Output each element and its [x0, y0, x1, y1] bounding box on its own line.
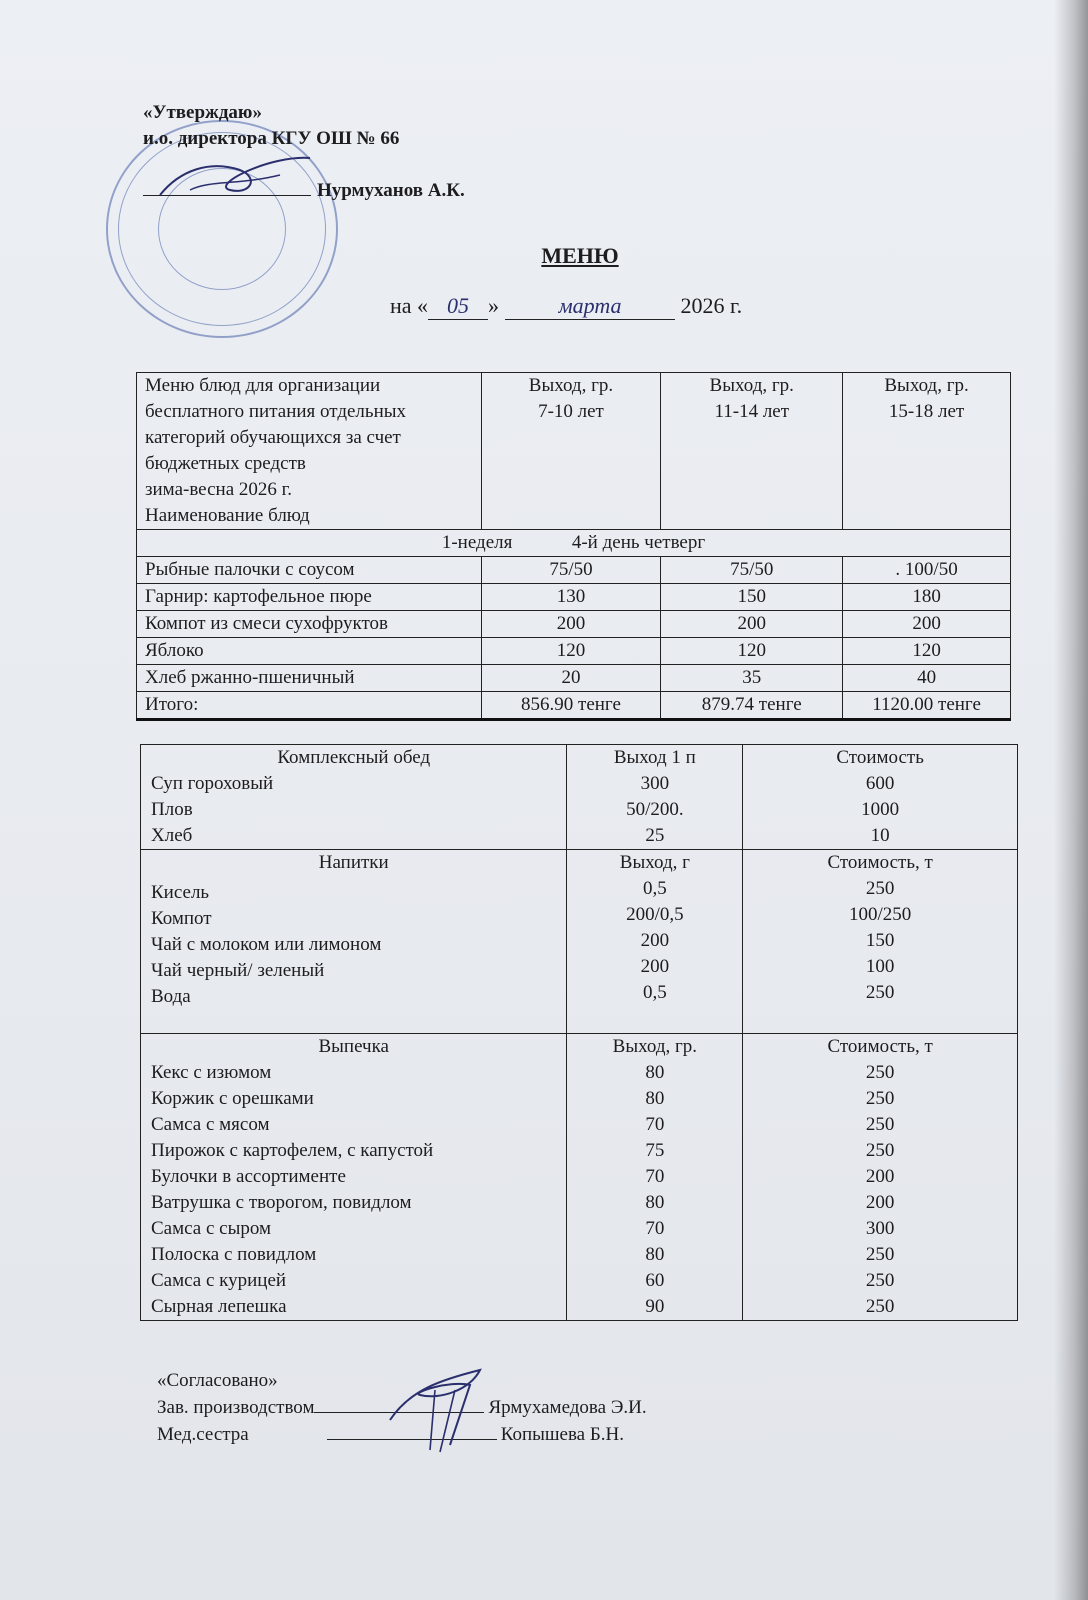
menu-date: на « 05 » марта 2026 г.	[390, 293, 743, 318]
header-yield-7-10: Выход, гр. 7-10 лет	[481, 373, 661, 530]
drinks-yield-header: Выход, г	[619, 852, 690, 873]
production-signature-icon	[380, 1360, 510, 1455]
table-row: Рыбные палочки с соусом 75/50 75/50 . 100/50	[137, 557, 1011, 584]
total-label: Итого:	[137, 692, 482, 720]
date-year: 2026 г.	[680, 293, 743, 318]
table-row: Гарнир: картофельное пюре 130 150 180	[137, 584, 1011, 611]
total-11-14: 879.74 тенге	[661, 692, 843, 720]
table-row: Компот из смеси сухофруктов 200 200 200	[137, 611, 1011, 638]
total-row	[137, 692, 1011, 720]
director-signature-icon	[150, 150, 320, 210]
lunch-yield-header: Выход 1 п	[613, 747, 696, 768]
bakery-yield-header: Выход, гр.	[612, 1036, 698, 1057]
drinks-cost-header: Стоимость, т	[827, 852, 933, 873]
header-yield-11-14: Выход, гр. 11-14 лет	[661, 373, 843, 530]
day-label: 4-й день четверг	[571, 532, 706, 553]
header-dish-name: Меню блюд для организации бесплатного питания отдельных категорий обучающихся за счет бюджетных средств зима-весна 2026 г. Наименование блюд	[137, 373, 482, 530]
bakery-section: Выпечка Кекс с изюмом Коржик с орешками Самса с мясом Пирожок с картофелем, с капустой Булочки в ассортименте Ватрушка с творогом, повидлом Самса с сыром Полоска с повидлом Самса с курицей Сырная лепешка Выход, гр. 80 80 70 75 70 80 70 80 60 90 Стоимость, т 250 250 250 250 200 200 300 250 250 250	[141, 1034, 1018, 1321]
page-edge-shadow	[1054, 0, 1088, 1600]
free-meal-table	[136, 372, 1011, 721]
lunch-title: Комплексный обед	[277, 747, 431, 768]
total-7-10: 856.90 тенге	[481, 692, 661, 720]
table-row: Яблоко 120 120 120	[137, 638, 1011, 665]
bakery-title: Выпечка	[318, 1036, 389, 1057]
total-15-18: 1120.00 тенге	[843, 692, 1011, 720]
lunch-cost-header: Стоимость	[836, 747, 924, 768]
week-day-row	[137, 530, 1011, 557]
page-title: МЕНЮ	[541, 243, 619, 268]
approval-position: и.о. директора КГУ ОШ № 66	[143, 128, 400, 149]
table-header-row	[137, 373, 1011, 530]
table-row: Хлеб ржанно-пшеничный 20 35 40	[137, 665, 1011, 692]
director-name: Нурмуханов А.К.	[317, 180, 465, 201]
drinks-title: Напитки	[318, 852, 389, 873]
drinks-section: Напитки Кисель Компот Чай с молоком или лимоном Чай черный/ зеленый Вода Выход, г 0,5 200/0,5 200 200 0,5 Стоимость, т 250 100/250 150 100 250	[141, 850, 1018, 1034]
nurse-name: Копышева Б.Н.	[500, 1424, 624, 1445]
date-month: марта	[505, 293, 675, 320]
header-yield-15-18: Выход, гр. 15-18 лет	[843, 373, 1011, 530]
lunch-section: Комплексный обед Суп гороховый Плов Хлеб Выход 1 п 300 50/200. 25 Стоимость 600 1000 10	[141, 745, 1018, 850]
approval-title: «Утверждаю»	[143, 102, 262, 123]
week-label: 1-неделя	[441, 532, 513, 553]
production-name: Ярмухамедова Э.И.	[488, 1397, 647, 1418]
production-role: Зав. производством	[157, 1397, 315, 1418]
nurse-role: Мед.сестра	[157, 1424, 249, 1445]
bakery-cost-header: Стоимость, т	[827, 1036, 933, 1057]
date-day: 05	[428, 293, 488, 320]
paid-menu-table	[140, 744, 1018, 1321]
agreed-title: «Согласовано»	[157, 1370, 278, 1391]
